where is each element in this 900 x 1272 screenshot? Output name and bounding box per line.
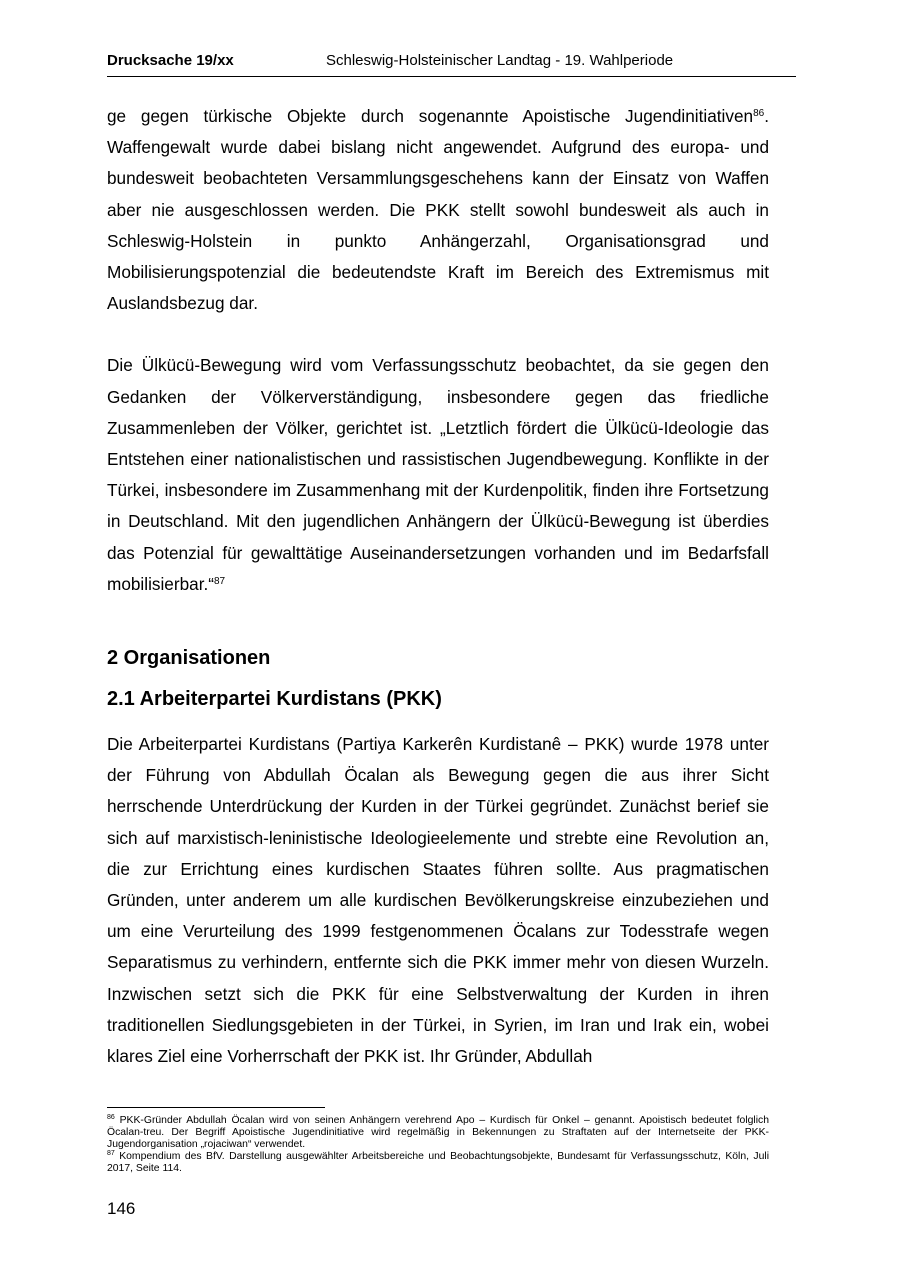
paragraph-text: ge gegen türkische Objekte durch sogenannte Apoistische Jugendinitiativen	[107, 106, 754, 126]
footnotes	[107, 1115, 769, 1175]
footnote-text: PKK-Gründer Abdullah Öcalan wird von seinen Anhängern verehrend Apo – Kurdisch für Onkel – genannt. Apoistisch bedeutet folglich Öcalan-treu. Der Begriff Apoistische Jugendinitiative wird regelmäßig in Bekennungen zu Straftaten auf der Internetseite der PKK-Jugendorganisation „rojaciwan“ verwendet.	[107, 1115, 770, 1150]
footnote-87	[107, 1151, 769, 1175]
paragraph-uelkuecue	[107, 350, 769, 600]
subsection-heading: 2.1 Arbeiterpartei Kurdistans (PKK)	[107, 688, 442, 710]
paragraph-text: Die Ülkücü-Bewegung wird vom Verfassungsschutz beobachtet, da sie gegen den Gedanken der Völkerverständigung, insbesondere gegen das friedliche Zusammenleben der Völker, gerichtet ist. „Letztlich fördert die Ülkücü-Ideologie das Entstehen einer nationalistischen und rassistischen Jugendbewegung. Konflikte in der Türkei, insbesondere im Zusammenhang mit der Kurdenpolitik, finden ihre Fortsetzung in Deutschland. Mit den jugendlichen Anhängern der Ülkücü-Bewegung ist überdies das Potenzial für gewalttätige Auseinandersetzungen vorhanden und im Bedarfsfall mobilisierbar.“	[107, 355, 769, 594]
body-text-top	[107, 101, 769, 600]
body-text-bottom	[107, 729, 769, 1072]
document-number: Drucksache 19/xx	[107, 52, 234, 69]
footnote-ref-87[interactable]: 87	[213, 575, 226, 587]
footnote-number: 86	[107, 1114, 115, 1121]
parliament-title: Schleswig-Holsteinischer Landtag - 19. Wahlperiode	[326, 52, 674, 69]
page-number: 146	[107, 1199, 136, 1218]
section-heading: 2 Organisationen	[107, 647, 271, 669]
paragraph-pkk-intro	[107, 101, 769, 319]
footnote-86	[107, 1115, 769, 1151]
paragraph-text-rest: . Waffengewalt wurde dabei bislang nicht angewendet. Aufgrund des europa- und bundesweit beobachteten Versammlungsgeschehens kann der Einsatz von Waffen aber nie ausgeschlossen werden. Die PKK stellt sowohl bundesweit als auch in Schleswig-Holstein in punkto Anhängerzahl, Organisationsgrad und Mobilisierungspotenzial die bedeutendste Kraft im Bereich des Extremismus mit Auslandsbezug dar.	[107, 106, 769, 314]
footnote-number: 87	[107, 1150, 115, 1157]
footnote-divider	[107, 1107, 325, 1108]
footnote-ref-86[interactable]: 86	[753, 108, 765, 119]
footnote-text: Kompendium des BfV. Darstellung ausgewählter Arbeitsbereiche und Beobachtungsobjekte, Bundesamt für Verfassungsschutz, Köln, Juli 2017, Seite 114.	[107, 1151, 770, 1174]
page-header	[107, 50, 796, 77]
paragraph-pkk-history: Die Arbeiterpartei Kurdistans (Partiya Karkerên Kurdistanê – PKK) wurde 1978 unter der Führung von Abdullah Öcalan als Bewegung gegen die aus ihrer Sicht herrschende Unterdrückung der Kurden in der Türkei gegründet. Zunächst berief sie sich auf marxistisch-leninistische Ideologieelemente und strebte eine Revolution an, die zur Errichtung eines kurdischen Staates führen sollte. Aus pragmatischen Gründen, unter anderem um alle kurdischen Bevölkerungskreise einzubeziehen und um eine Verurteilung des 1999 festgenommenen Öcalans zur Todesstrafe wegen Separatismus zu verhindern, entfernte sich die PKK immer mehr von diesen Wurzeln. Inzwischen setzt sich die PKK für eine Selbstverwaltung der Kurden in ihren traditionellen Siedlungsgebieten in der Türkei, in Syrien, im Iran und Irak ein, wobei klares Ziel eine Vorherrschaft der PKK ist. Ihr Gründer, Abdullah	[107, 734, 769, 1067]
